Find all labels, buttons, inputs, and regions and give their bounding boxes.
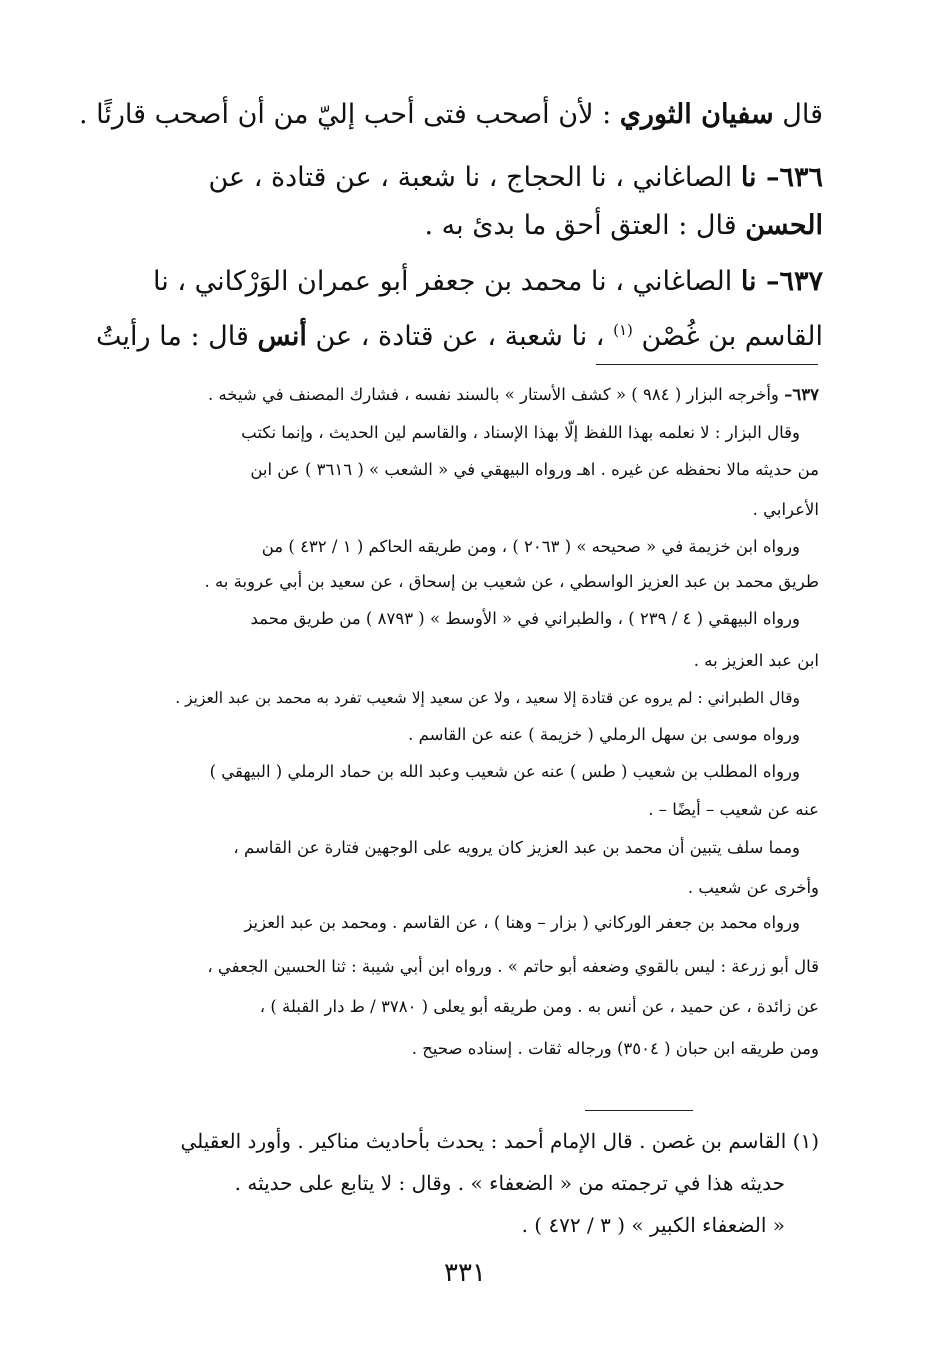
narrator-name: سفيان الثوري (619, 99, 774, 130)
main-text: القاسم بن غُصْن (632, 321, 823, 352)
narrator-name: الحسن (745, 210, 823, 241)
note-line: ورواه المطلب بن شعيب ( طس ) عنه عن شعيب وعبد الله بن حماد الرملي ( البيهقي ) (209, 762, 800, 781)
footnote-line: حديثه هذا في ترجمته من « الضعفاء » . وقال : لا يتابع على حديثه . (234, 1171, 785, 1195)
note-line: ورواه محمد بن جعفر الوركاني ( بزار – وهنا ) ، عن القاسم . ومحمد بن عبد العزيز (244, 913, 800, 932)
footnote-line: « الضعفاء الكبير » ( ٣ / ٤٧٢ ) . (521, 1213, 785, 1237)
note-line: عنه عن شعيب – أيضًا – . (648, 800, 819, 819)
note-line: ابن عبد العزيز به . (693, 651, 819, 670)
note-number: ٦٣٧– (784, 385, 819, 404)
note-line: ومما سلف يتبين أن محمد بن عبد العزيز كان يرويه على الوجهين فتارة عن القاسم ، (233, 838, 800, 857)
main-text-line-3 (103, 206, 823, 246)
main-text: قال (773, 99, 823, 130)
note-line: ورواه البيهقي ( ٤ / ٢٣٩ ) ، والطبراني في « الأوسط » ( ٨٧٩٣ ) من طريق محمد (250, 609, 800, 628)
section-divider (596, 364, 818, 365)
main-text-line-1 (78, 95, 823, 135)
footnote-line: (١) القاسم بن غصن . قال الإمام أحمد : يحدث بأحاديث مناكير . وأورد العقيلي (180, 1129, 819, 1153)
note-line: الأعرابي . (752, 500, 819, 519)
note-line: طريق محمد بن عبد العزيز الواسطي ، عن شعيب بن إسحاق ، عن سعيد بن أبي عروبة به . (204, 572, 819, 591)
main-text-line-2 (103, 158, 823, 198)
note-line: عن زائدة ، عن حميد ، عن أنس به . ومن طريقه أبو يعلى ( ٣٧٨٠ / ط دار القبلة ) ، (259, 997, 819, 1016)
hadith-number: ٦٣٧– نا (740, 266, 823, 297)
footnote-divider (585, 1110, 693, 1111)
note-line: قال أبو زرعة : ليس بالقوي وضعفه أبو حاتم » . ورواه ابن أبي شيبة : ثنا الحسين الجعفي ، (207, 957, 819, 976)
note-text: وأخرجه البزار ( ٩٨٤ ) « كشف الأستار » بالسند نفسه ، فشارك المصنف في شيخه . (207, 385, 785, 404)
main-text-line-5 (96, 310, 823, 357)
main-text: قال : ما رأيتُ (96, 321, 258, 352)
main-text: الصاغاني ، نا محمد بن جعفر أبو عمران الوَرْكاني ، نا (153, 266, 741, 297)
main-text: : لأن أصحب فتى أحب إليّ من أن أصحب قارئًا . (78, 99, 620, 130)
footnote-marker: (١) (613, 321, 633, 339)
note-line: وأخرى عن شعيب . (687, 878, 819, 897)
main-text: قال : العتق أحق ما بدئ به . (424, 210, 746, 241)
note-line (119, 380, 819, 410)
note-line: من حديثه مالا نحفظه عن غيره . اهـ ورواه البيهقي في « الشعب » ( ٣٦١٦ ) عن ابن (250, 460, 819, 479)
main-text: ، نا شعبة ، عن قتادة ، عن (306, 321, 614, 352)
page-number: ٣٣١ (444, 1258, 486, 1288)
hadith-number: ٦٣٦– نا (740, 162, 823, 193)
main-text-line-4 (103, 262, 823, 302)
note-line: ورواه ابن خزيمة في « صحيحه » ( ٢٠٦٣ ) ، ومن طريقه الحاكم ( ١ / ٤٣٢ ) من (261, 537, 800, 556)
note-line: وقال الطبراني : لم يروه عن قتادة إلا سعيد ، ولا عن سعيد إلا شعيب تفرد به محمد بن عبد العزيز . (175, 689, 800, 707)
narrator-name: أنس (257, 321, 307, 352)
note-line: وقال البزار : لا نعلمه بهذا اللفظ إلّا بهذا الإسناد ، والقاسم لين الحديث ، وإنما نكتب (241, 423, 800, 442)
note-line: ومن طريقه ابن حبان ( ٣٥٠٤) ورجاله ثقات . إسناده صحيح . (411, 1039, 819, 1058)
main-text: الصاغاني ، نا الحجاج ، نا شعبة ، عن قتادة ، عن (208, 162, 741, 193)
note-line: ورواه موسى بن سهل الرملي ( خزيمة ) عنه عن القاسم . (408, 725, 800, 744)
